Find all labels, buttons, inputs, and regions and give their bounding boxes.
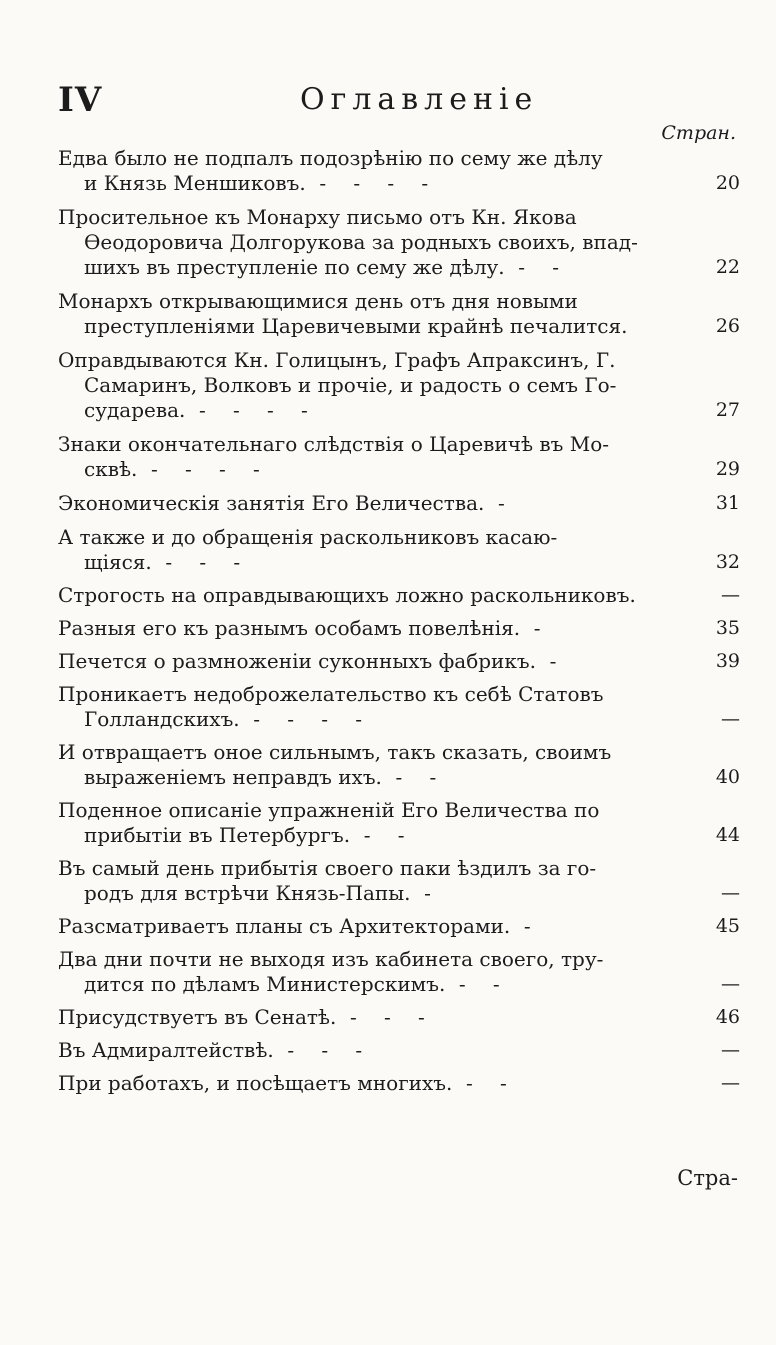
toc-page-number: — — [721, 1072, 740, 1094]
toc-entry — [58, 525, 740, 575]
toc-entry-text — [58, 649, 692, 674]
toc-line-text: Поденное описаніе упражненій Его Величества по — [58, 798, 600, 822]
toc-entry — [58, 914, 740, 939]
leader-dash: - — [301, 398, 308, 422]
toc-line-text: А также и до обращенія раскольниковъ касаю- — [58, 525, 558, 549]
toc-entry-text — [58, 914, 692, 939]
toc-line-text: Печется о размноженіи суконныхъ фабрикъ. — [58, 649, 536, 673]
toc-entry — [58, 1071, 740, 1096]
toc-entry-line — [58, 856, 684, 881]
toc-entry-text — [58, 491, 692, 516]
toc-line-text: выраженіемъ неправдъ ихъ. — [84, 765, 382, 789]
leader-dash: - — [429, 765, 437, 789]
toc-line-text: Ѳеодоровича Долгорукова за родныхъ своихъ, впад- — [84, 230, 638, 254]
toc-line-text: Разсматриваетъ планы съ Архитекторами. — [58, 914, 511, 938]
leader-dash: - — [353, 171, 361, 195]
table-of-contents — [58, 146, 740, 1104]
toc-entry-line — [58, 348, 684, 373]
leader-dash: - — [349, 1005, 357, 1029]
toc-entry-line — [58, 457, 684, 482]
toc-line-text: Въ Адмиралтействѣ. — [58, 1038, 274, 1062]
toc-entry-line — [58, 171, 684, 196]
toc-entry — [58, 289, 740, 339]
toc-line-text: Разныя его къ разнымъ особамъ повелѣнія. — [58, 616, 521, 640]
toc-line-text: и Князь Меншиковъ. — [84, 171, 306, 195]
leader-dash: - — [518, 255, 526, 279]
catchword: Стра- — [677, 1166, 738, 1190]
toc-entry-text — [58, 798, 692, 848]
leader-dash: - — [363, 823, 371, 847]
toc-entry-text — [58, 146, 692, 196]
toc-entry-text — [58, 856, 692, 906]
toc-page-number: — — [721, 973, 740, 995]
toc-entry — [58, 146, 740, 196]
toc-entry — [58, 1038, 740, 1063]
leader-dash: - — [355, 707, 363, 731]
toc-line-text: дится по дѣламъ Министерскимъ. — [84, 972, 446, 996]
toc-entry-line — [58, 491, 684, 516]
toc-entry — [58, 348, 740, 423]
toc-entry-line — [58, 947, 684, 972]
toc-entry — [58, 740, 740, 790]
toc-line-text: Въ самый день прибытія своего паки ѣздилъ за го- — [58, 856, 597, 880]
toc-entry-line — [58, 1038, 684, 1063]
leader-dash: - — [253, 707, 261, 731]
leader-dash: - — [397, 823, 405, 847]
page-number: IV — [58, 80, 103, 120]
toc-entry — [58, 205, 740, 280]
leader-dash: - — [499, 1071, 507, 1095]
page-title: Оглавленіе — [300, 82, 539, 117]
leader-dash: - — [321, 707, 329, 731]
toc-entry-line — [58, 682, 684, 707]
toc-entry-line — [58, 398, 684, 423]
toc-entry-line — [58, 550, 684, 575]
toc-entry-text — [58, 616, 692, 641]
toc-entry-line — [58, 707, 684, 732]
leader-dash: - — [219, 457, 226, 481]
leader-dash: - — [458, 972, 466, 996]
toc-entry-text — [58, 348, 692, 423]
toc-line-text: прибытіи въ Петербургъ. — [84, 823, 351, 847]
toc-entry-text — [58, 525, 692, 575]
toc-page-number: 31 — [715, 492, 740, 514]
toc-entry-text — [58, 682, 692, 732]
leader-dash: - — [185, 457, 192, 481]
toc-line-text: И отвращаетъ оное сильнымъ, такъ сказать, своимъ — [58, 740, 612, 764]
leader-dash: - — [199, 550, 207, 574]
leader-dash: - — [523, 914, 531, 938]
toc-entry — [58, 491, 740, 516]
toc-page-number: 45 — [715, 915, 740, 937]
toc-entry-text — [58, 947, 692, 997]
toc-entry-line — [58, 914, 684, 939]
toc-entry — [58, 947, 740, 997]
toc-line-text: шихъ въ преступленіе по сему же дѣлу. — [84, 255, 505, 279]
leader-dash: - — [355, 1038, 363, 1062]
toc-line-text: Просительное къ Монарху письмо отъ Кн. Якова — [58, 205, 577, 229]
leader-dash: - — [421, 171, 429, 195]
toc-entry-line — [58, 314, 684, 339]
toc-line-text: При работахъ, и посѣщаетъ многихъ. — [58, 1071, 453, 1095]
toc-entry-text — [58, 1038, 692, 1063]
toc-entry-line — [58, 881, 684, 906]
toc-entry-line — [58, 255, 684, 280]
toc-line-text: Самаринъ, Волковъ и прочіе, и радость о семъ Го- — [84, 373, 617, 397]
toc-page-number: — — [721, 708, 740, 730]
toc-entry-text — [58, 289, 692, 339]
toc-page-number: — — [721, 1039, 740, 1061]
toc-entry-text — [58, 205, 692, 280]
toc-line-text: Оправдываются Кн. Голицынъ, Графъ Апраксинъ, Г. — [58, 348, 616, 372]
toc-page-number: 39 — [715, 650, 740, 672]
toc-line-text: Присудствуетъ въ Сенатѣ. — [58, 1005, 337, 1029]
toc-page-number: 32 — [715, 551, 740, 573]
page-column-label: Стран. — [661, 122, 736, 144]
toc-line-text: Монархъ открывающимися день отъ дня новыми — [58, 289, 578, 313]
leader-dash: - — [492, 972, 500, 996]
leader-dash: - — [199, 398, 206, 422]
toc-entry-text — [58, 1005, 692, 1030]
toc-entry-line — [58, 798, 684, 823]
leader-dash: - — [383, 1005, 391, 1029]
leader-dash: - — [233, 398, 240, 422]
toc-page-number: — — [721, 584, 740, 606]
toc-page-number: 40 — [715, 766, 740, 788]
leader-dash: - — [533, 616, 541, 640]
toc-entry-line — [58, 616, 684, 641]
toc-line-text: Проникаетъ недоброжелательство къ себѣ Статовъ — [58, 682, 604, 706]
toc-entry-line — [58, 972, 684, 997]
toc-entry-text — [58, 432, 692, 482]
toc-entry-line — [58, 289, 684, 314]
toc-entry-text — [58, 583, 692, 608]
toc-page-number: 20 — [715, 172, 740, 194]
toc-line-text: Экономическія занятія Его Величества. — [58, 491, 485, 515]
leader-dash: - — [395, 765, 403, 789]
toc-entry-line — [58, 583, 684, 608]
leader-dash: - — [287, 1038, 295, 1062]
toc-entry-text — [58, 740, 692, 790]
toc-entry-line — [58, 373, 684, 398]
toc-entry — [58, 616, 740, 641]
leader-dash: - — [151, 457, 158, 481]
toc-line-text: Знаки окончательнаго слѣдствія о Царевичѣ въ Мо- — [58, 432, 610, 456]
toc-entry-line — [58, 765, 684, 790]
toc-entry-line — [58, 740, 684, 765]
toc-entry — [58, 432, 740, 482]
toc-entry-line — [58, 525, 684, 550]
toc-entry-line — [58, 432, 684, 457]
leader-dash: - — [387, 171, 395, 195]
toc-line-text: Строгость на оправдывающихъ ложно раскольниковъ. — [58, 583, 636, 607]
toc-line-text: щіяся. — [84, 550, 152, 574]
leader-dash: - — [267, 398, 274, 422]
toc-line-text: Голландскихъ. — [84, 707, 240, 731]
toc-line-text: Едва было не подпалъ подозрѣнію по сему же дѣлу — [58, 146, 603, 170]
toc-page-number: — — [721, 882, 740, 904]
toc-entry — [58, 798, 740, 848]
toc-entry-line — [58, 823, 684, 848]
toc-entry-line — [58, 230, 684, 255]
leader-dash: - — [165, 550, 173, 574]
toc-entry — [58, 1005, 740, 1030]
toc-page-number: 26 — [715, 315, 740, 337]
toc-page-number: 46 — [715, 1006, 740, 1028]
toc-entry — [58, 583, 740, 608]
toc-entry-line — [58, 1071, 684, 1096]
toc-entry — [58, 856, 740, 906]
toc-entry-line — [58, 205, 684, 230]
toc-page-number: 44 — [715, 824, 740, 846]
toc-entry — [58, 649, 740, 674]
leader-dash: - — [424, 881, 431, 905]
leader-dash: - — [321, 1038, 329, 1062]
leader-dash: - — [319, 171, 327, 195]
toc-entry-line — [58, 146, 684, 171]
leader-dash: - — [465, 1071, 473, 1095]
toc-entry-line — [58, 649, 684, 674]
toc-entry — [58, 682, 740, 732]
leader-dash: - — [287, 707, 295, 731]
leader-dash: - — [233, 550, 241, 574]
toc-page-number: 22 — [715, 256, 740, 278]
toc-line-text: сударева. — [84, 398, 186, 422]
toc-page-number: 29 — [715, 458, 740, 480]
toc-line-text: сквѣ. — [84, 457, 138, 481]
toc-line-text: родъ для встрѣчи Князь-Папы. — [84, 881, 411, 905]
leader-dash: - — [253, 457, 260, 481]
leader-dash: - — [417, 1005, 425, 1029]
leader-dash: - — [497, 491, 505, 515]
toc-line-text: Два дни почти не выходя изъ кабинета своего, тру- — [58, 947, 604, 971]
toc-entry-line — [58, 1005, 684, 1030]
toc-page-number: 27 — [715, 399, 740, 421]
toc-line-text: преступленіями Царевичевыми крайнѣ печалится. — [84, 314, 628, 338]
leader-dash: - — [552, 255, 560, 279]
toc-entry-text — [58, 1071, 692, 1096]
leader-dash: - — [549, 649, 557, 673]
toc-page-number: 35 — [715, 617, 740, 639]
